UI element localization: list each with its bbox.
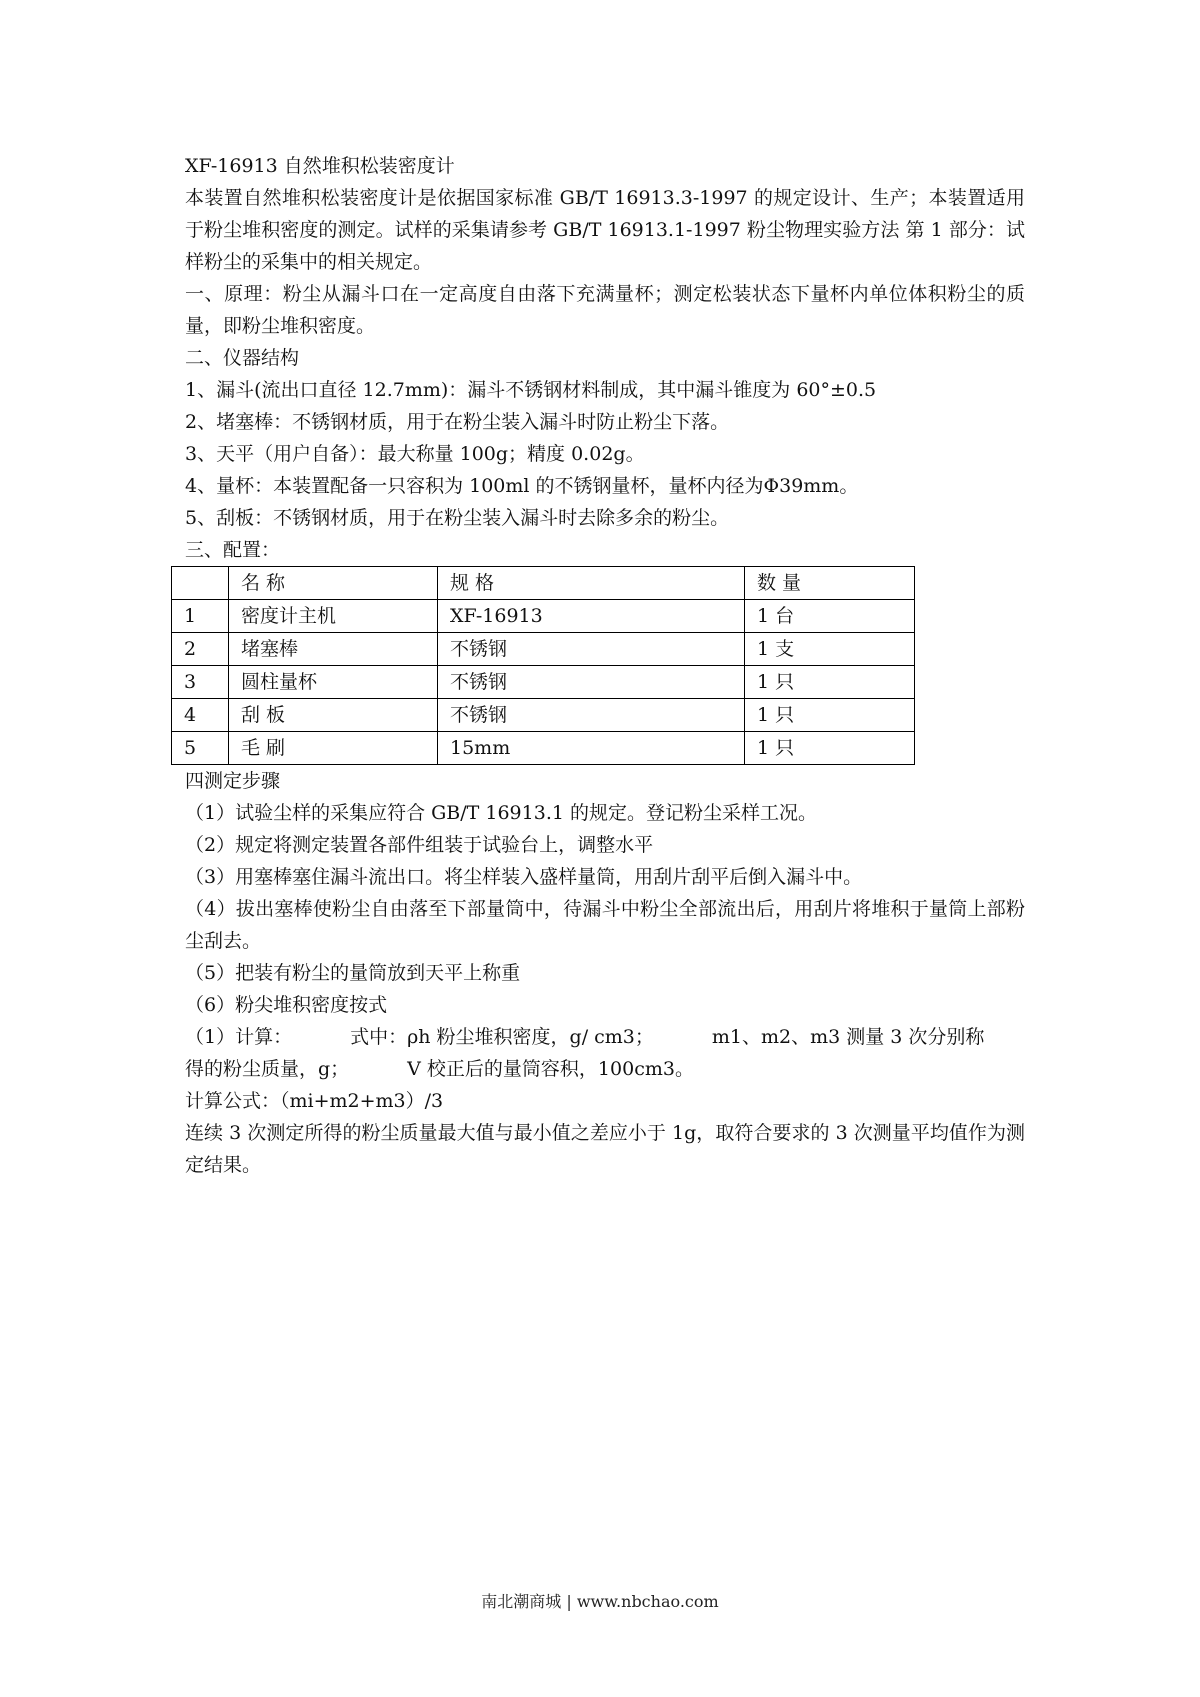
intro-paragraph: 本装置自然堆积松装密度计是依据国家标准 GB/T 16913.3-1997 的规定设计、生产；本装置适用于粉尘堆积密度的测定。试样的采集请参考 GB/T 16913.1-1997 粉尘物理实验方法 第 1 部分：试样粉尘的采集中的相关规定。 — [185, 187, 1025, 273]
calc-rho-text: 式中：ρh 粉尘堆积密度，g/ cm3； — [350, 1026, 654, 1048]
step-item: （4）拔出塞棒使粉尘自由落至下部量筒中，待漏斗中粉尘全部流出后，用刮片将堆积于量筒上部粉尘刮去。 — [185, 898, 1025, 952]
calc-label: （1）计算： — [185, 1026, 293, 1048]
table-cell: 不锈钢 — [438, 633, 745, 666]
table-cell: 15mm — [438, 732, 745, 765]
structure-heading: 二、仪器结构 — [185, 347, 300, 369]
structure-item: 1、漏斗(流出口直径 12.7mm)：漏斗不锈钢材料制成，其中漏斗锥度为 60°±0.5 — [185, 379, 877, 401]
document-body — [185, 150, 1035, 1181]
structure-item: 2、堵塞棒：不锈钢材质，用于在粉尘装入漏斗时防止粉尘下落。 — [185, 411, 730, 433]
table-cell: 1 只 — [745, 732, 915, 765]
table-cell: 刮 板 — [229, 699, 438, 732]
structure-item: 4、量杯：本装置配备一只容积为 100ml 的不锈钢量杯，量杯内径为Φ39mm。 — [185, 475, 859, 497]
table-row — [172, 699, 915, 732]
document-title: XF-16913 自然堆积松装密度计 — [185, 155, 455, 177]
table-row — [172, 732, 915, 765]
table-row — [172, 666, 915, 699]
calc-line-2 — [185, 1053, 1035, 1085]
calc-line — [185, 1021, 1035, 1053]
conclusion-paragraph: 连续 3 次测定所得的粉尘质量最大值与最小值之差应小于 1g，取符合要求的 3 次测量平均值作为测定结果。 — [185, 1122, 1025, 1176]
table-cell: 不锈钢 — [438, 699, 745, 732]
table-cell: 1 支 — [745, 633, 915, 666]
table-header-row — [172, 567, 915, 600]
structure-item: 5、刮板：不锈钢材质，用于在粉尘装入漏斗时去除多余的粉尘。 — [185, 507, 730, 529]
step-item: （1）试验尘样的采集应符合 GB/T 16913.1 的规定。登记粉尘采样工况。 — [185, 802, 817, 824]
table-cell: 2 — [172, 633, 229, 666]
table-cell: XF-16913 — [438, 600, 745, 633]
table-cell: 不锈钢 — [438, 666, 745, 699]
structure-item: 3、天平（用户自备）：最大称量 100g；精度 0.02g。 — [185, 443, 645, 465]
config-table — [171, 566, 915, 765]
table-cell: 1 只 — [745, 699, 915, 732]
principle-paragraph: 一、原理：粉尘从漏斗口在一定高度自由落下充满量杯；测定松装状态下量杯内单位体积粉尘的质量，即粉尘堆积密度。 — [185, 283, 1025, 337]
table-cell: 圆柱量杯 — [229, 666, 438, 699]
table-cell: 4 — [172, 699, 229, 732]
table-header-cell: 数 量 — [745, 567, 915, 600]
calc-mass-text: m1、m2、m3 测量 3 次分别称 — [711, 1026, 985, 1048]
calc-volume-text: V 校正后的量筒容积，100cm3。 — [407, 1058, 694, 1080]
table-cell: 堵塞棒 — [229, 633, 438, 666]
table-cell: 5 — [172, 732, 229, 765]
table-header-cell: 规 格 — [438, 567, 745, 600]
step-item: （6）粉尖堆积密度按式 — [185, 994, 388, 1016]
formula-line: 计算公式：（mi+m2+m3）/3 — [185, 1090, 444, 1112]
config-heading: 三、配置： — [185, 539, 281, 561]
table-row — [172, 600, 915, 633]
table-cell: 毛 刷 — [229, 732, 438, 765]
table-row — [172, 633, 915, 666]
table-cell: 密度计主机 — [229, 600, 438, 633]
table-header-cell — [172, 567, 229, 600]
table-cell: 1 台 — [745, 600, 915, 633]
table-header-cell: 名 称 — [229, 567, 438, 600]
step-item: （2）规定将测定装置各部件组装于试验台上，调整水平 — [185, 834, 654, 856]
step-item: （3）用塞棒塞住漏斗流出口。将尘样装入盛样量筒，用刮片刮平后倒入漏斗中。 — [185, 866, 863, 888]
calc-mass-unit: 得的粉尘质量，g； — [185, 1058, 350, 1080]
step-item: （5）把装有粉尘的量筒放到天平上称重 — [185, 962, 521, 984]
steps-heading: 四测定步骤 — [185, 770, 281, 792]
table-cell: 1 只 — [745, 666, 915, 699]
table-cell: 3 — [172, 666, 229, 699]
footer-text: 南北潮商城 | www.nbchao.com — [481, 1592, 719, 1611]
table-cell: 1 — [172, 600, 229, 633]
